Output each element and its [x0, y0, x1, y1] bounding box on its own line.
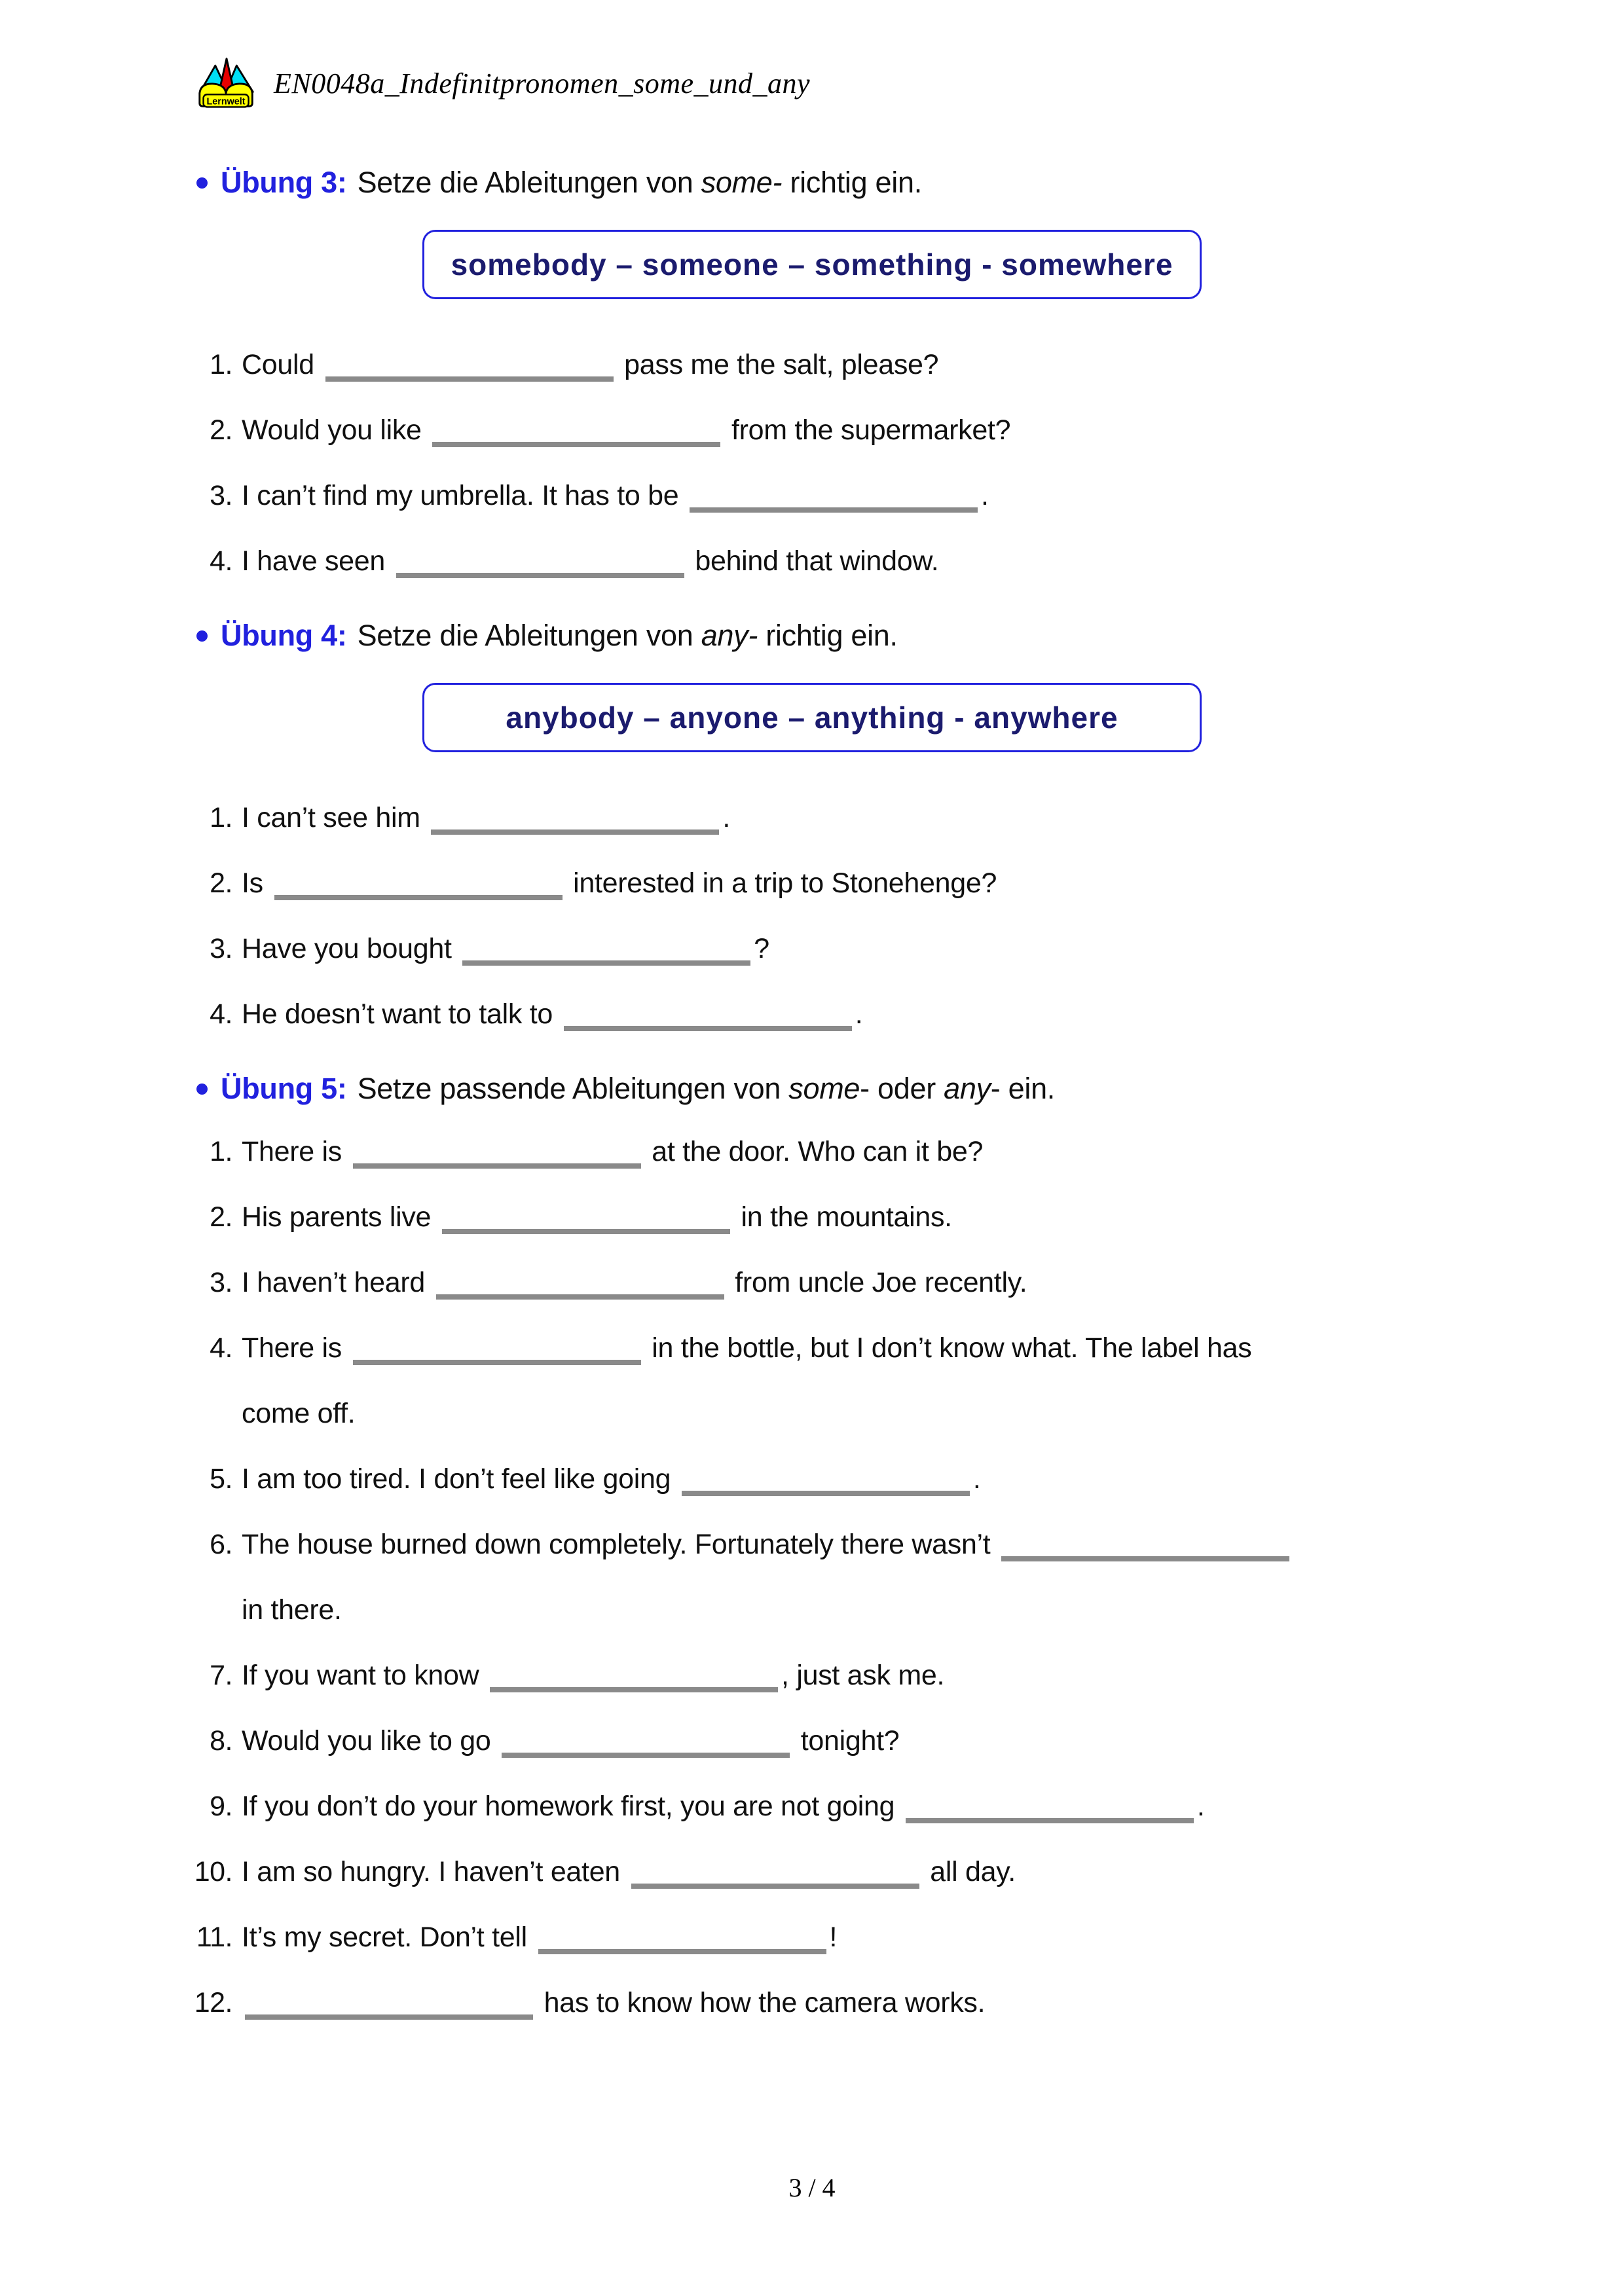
blank-line [436, 1286, 724, 1300]
blank-line [490, 1679, 778, 1692]
instruction-text: richtig ein. [782, 166, 922, 199]
item-number: 6. [210, 1529, 232, 1560]
blank-line [245, 2007, 533, 2020]
exercise-instruction [358, 1065, 1055, 1112]
item-number: 4. [210, 545, 232, 577]
sentence-text: . [722, 802, 731, 833]
item-number: 9. [210, 1791, 232, 1822]
item-text [242, 850, 997, 916]
sentence-text: Is [242, 867, 271, 899]
exercise-item [187, 1512, 1624, 1643]
exercise-item [187, 785, 1624, 850]
exercise-item [187, 1774, 1624, 1839]
item-text [242, 1446, 980, 1512]
item-number: 7. [210, 1660, 232, 1691]
item-number: 8. [210, 1725, 232, 1757]
sentence-text: I can’t find my umbrella. It has to be [242, 480, 687, 511]
word-box-text: somebody – someone – something - somewhere [451, 247, 1173, 282]
sentence-text: I haven’t heard [242, 1267, 433, 1298]
sentence-text: . [972, 1463, 981, 1495]
instruction-text: Setze die Ableitungen von [357, 166, 701, 199]
sentence-text: in the bottle, but I don’t know what. The label has [644, 1332, 1252, 1364]
item-number: 1. [210, 1136, 232, 1167]
sentence-text: , just ask me. [781, 1660, 945, 1691]
item-number: 2. [210, 414, 232, 446]
exercise-item [187, 981, 1624, 1047]
exercise-item [187, 1184, 1624, 1250]
sentence-text: . [1196, 1791, 1205, 1822]
sentence-text: Could [242, 349, 322, 380]
exercise-item [187, 1970, 1624, 2035]
blank-line [906, 1810, 1194, 1823]
sentence-text: has to know how the camera works. [536, 1987, 986, 2018]
instruction-text: Setze passende Ableitungen von [357, 1072, 789, 1105]
sentence-text: There is [242, 1332, 350, 1364]
item-number: 10. [194, 1856, 232, 1887]
sentence-text: Would you like to go [242, 1725, 499, 1757]
exercise-item [187, 1446, 1624, 1512]
sentence-text: I can’t see him [242, 802, 428, 833]
sentence-text: ! [829, 1922, 838, 1953]
item-text [242, 1970, 985, 2035]
blank-line [564, 1018, 852, 1031]
sentence-text: I have seen [242, 545, 393, 577]
item-text [242, 1839, 1016, 1904]
item-text [242, 981, 862, 1047]
item-text [242, 1119, 983, 1184]
exercise-item [187, 1708, 1624, 1774]
exercise-item [187, 916, 1624, 981]
exercise-item [187, 1839, 1624, 1904]
item-text [242, 1904, 837, 1970]
blank-line [631, 1876, 919, 1889]
item-number: 3. [210, 1267, 232, 1298]
exercise-section [0, 612, 1624, 1047]
sentence-text: from the supermarket? [724, 414, 1011, 446]
item-text [242, 916, 769, 981]
item-number: 11. [196, 1922, 232, 1953]
sentence-text: interested in a trip to Stonehenge? [565, 867, 997, 899]
item-text [242, 1250, 1027, 1315]
instruction-text: - ein. [990, 1072, 1056, 1105]
sentence-text: come off. [242, 1398, 356, 1429]
blank-line [462, 953, 750, 966]
exercise-label: Übung 5: [221, 1072, 347, 1105]
exercise-item [187, 1904, 1624, 1970]
item-text [242, 1512, 1293, 1643]
exercise-item [187, 1119, 1624, 1184]
page-header [196, 56, 810, 110]
sentence-text: pass me the salt, please? [616, 349, 939, 380]
instruction-italic-word: some [788, 1072, 860, 1105]
item-number: 2. [210, 1201, 232, 1233]
exercise-item [187, 1315, 1624, 1446]
exercise-item [187, 463, 1624, 528]
instruction-text: - oder [860, 1072, 944, 1105]
instruction-italic-word: any- [701, 619, 758, 652]
logo-text: Lernwelt [206, 96, 246, 107]
item-number: 4. [210, 998, 232, 1030]
exercise-item [187, 332, 1624, 397]
instruction-italic-word: any [944, 1072, 991, 1105]
sentence-text: behind that window. [687, 545, 939, 577]
item-number: 2. [210, 867, 232, 899]
sentence-text: Have you bought [242, 933, 460, 964]
blank-line [431, 822, 719, 835]
sentence-text: in there. [242, 1594, 342, 1626]
exercises-container [0, 141, 1624, 2042]
exercise-item [187, 1643, 1624, 1708]
instruction-text: Setze die Ableitungen von [357, 619, 701, 652]
lernwelt-logo-icon [196, 56, 257, 110]
item-number: 12. [194, 1987, 232, 2018]
blank-line [1001, 1548, 1289, 1561]
sentence-text: I am so hungry. I haven’t eaten [242, 1856, 628, 1887]
exercise-section [0, 159, 1624, 594]
sentence-text: . [981, 480, 989, 511]
item-text [242, 397, 1010, 463]
blank-line [690, 500, 978, 513]
sentence-text: I am too tired. I don’t feel like going [242, 1463, 678, 1495]
instruction-text: richtig ein. [758, 619, 898, 652]
item-number: 1. [210, 349, 232, 380]
sentence-text: There is [242, 1136, 350, 1167]
sentence-text: It’s my secret. Don’t tell [242, 1922, 535, 1953]
item-text [242, 1184, 952, 1250]
exercise-heading [196, 612, 1624, 659]
item-text [242, 1708, 899, 1774]
sentence-text: . [855, 998, 863, 1030]
bullet-icon [196, 1084, 208, 1095]
item-text [242, 1643, 944, 1708]
sentence-text: The house burned down completely. Fortunately there wasn’t [242, 1529, 999, 1560]
item-number: 5. [210, 1463, 232, 1495]
item-text [242, 1774, 1205, 1839]
page-number: 3 / 4 [788, 2173, 836, 2202]
blank-line [353, 1156, 641, 1169]
blank-line [432, 434, 720, 447]
sentence-text: tonight? [793, 1725, 900, 1757]
page-footer [0, 2172, 1624, 2203]
sentence-text: at the door. Who can it be? [644, 1136, 984, 1167]
item-number: 3. [210, 480, 232, 511]
sentence-text: He doesn’t want to talk to [242, 998, 561, 1030]
exercise-instruction [358, 159, 922, 206]
item-text [242, 785, 730, 850]
sentence-text: ? [754, 933, 769, 964]
bullet-icon [196, 177, 208, 189]
word-box [422, 230, 1202, 299]
sentence-text: from uncle Joe recently. [727, 1267, 1027, 1298]
sentence-text: His parents live [242, 1201, 439, 1233]
exercise-items [187, 332, 1624, 594]
item-text [242, 1315, 1251, 1446]
word-box-text: anybody – anyone – anything - anywhere [506, 701, 1118, 735]
blank-line [274, 887, 563, 900]
item-text [242, 528, 938, 594]
item-number: 3. [210, 933, 232, 964]
bullet-icon [196, 630, 208, 642]
blank-line [325, 369, 614, 382]
blank-line [353, 1352, 641, 1365]
word-box [422, 683, 1202, 752]
blank-line [396, 565, 684, 578]
exercise-heading [196, 159, 1624, 206]
exercise-item [187, 528, 1624, 594]
item-text [242, 463, 989, 528]
instruction-italic-word: some- [701, 166, 783, 199]
exercise-label: Übung 4: [221, 619, 347, 652]
sentence-text: all day. [922, 1856, 1016, 1887]
item-number: 1. [210, 802, 232, 833]
exercise-instruction [358, 612, 898, 659]
sentence-text: If you want to know [242, 1660, 487, 1691]
document-title: EN0048a_Indefinitpronomen_some_und_any [274, 67, 811, 100]
sentence-text: If you don’t do your homework first, you are not going [242, 1791, 902, 1822]
blank-line [502, 1745, 790, 1758]
blank-line [538, 1941, 826, 1954]
item-number: 4. [210, 1332, 232, 1364]
exercise-item [187, 1250, 1624, 1315]
exercise-heading [196, 1065, 1624, 1112]
word-box-row [0, 230, 1624, 299]
exercise-section [0, 1065, 1624, 2035]
exercise-items [187, 785, 1624, 1047]
blank-line [442, 1221, 730, 1234]
sentence-text: Would you like [242, 414, 430, 446]
blank-line [682, 1483, 970, 1496]
exercise-label: Übung 3: [221, 166, 347, 199]
exercise-items [187, 1119, 1624, 2035]
item-text [242, 332, 938, 397]
exercise-item [187, 397, 1624, 463]
exercise-item [187, 850, 1624, 916]
sentence-text: in the mountains. [733, 1201, 952, 1233]
word-box-row [0, 683, 1624, 752]
